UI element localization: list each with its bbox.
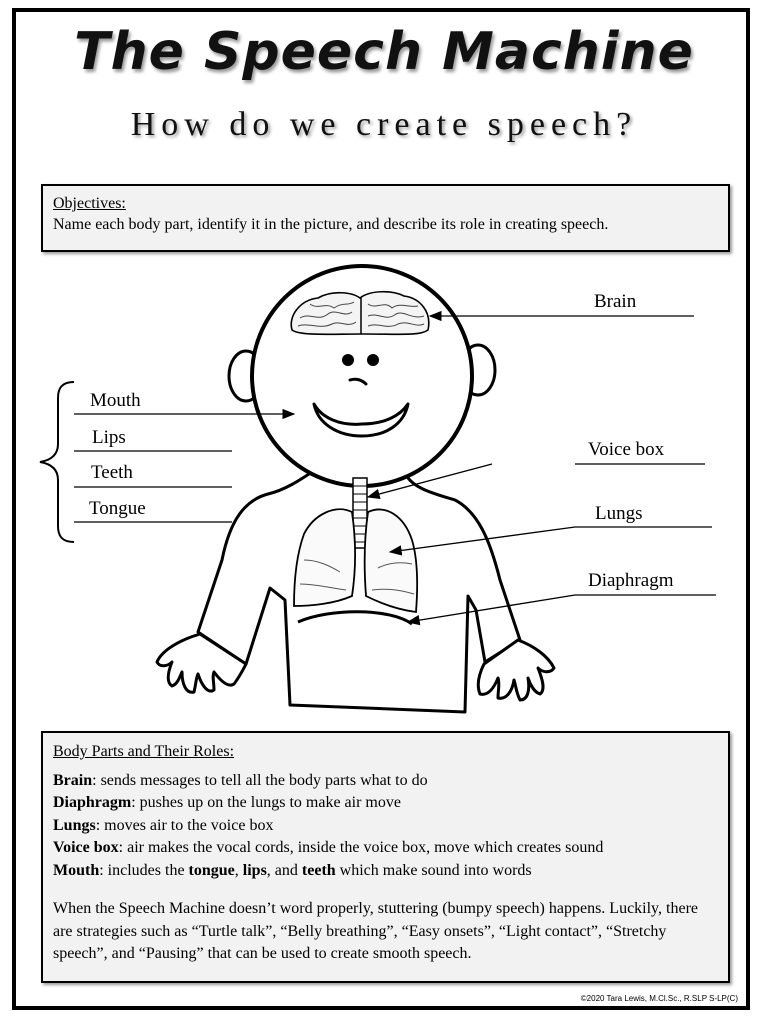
page-title: The Speech Machine — [74, 22, 694, 82]
right-eye — [367, 354, 379, 366]
role-brain: Brain: sends messages to tell all the body parts what to do — [53, 771, 428, 789]
roles-heading: Body Parts and Their Roles: — [53, 743, 235, 760]
label-lips: Lips — [92, 427, 126, 448]
bracket — [40, 382, 74, 542]
objectives-text: Name each body part, identify it in the picture, and describe its role in creating speech. — [53, 216, 609, 233]
label-brain: Brain — [594, 291, 637, 312]
roles-box — [41, 731, 730, 983]
label-voice-box: Voice box — [588, 439, 665, 460]
role-lungs: Lungs: moves air to the voice box — [53, 816, 274, 834]
left-eye — [342, 354, 354, 366]
label-mouth: Mouth — [90, 390, 141, 411]
objectives-heading: Objectives: — [53, 195, 126, 212]
label-lungs: Lungs — [595, 503, 643, 524]
role-voice-box: Voice box: air makes the vocal cords, inside the voice box, move which creates sound — [53, 839, 604, 856]
copyright: ©2020 Tara Lewis, M.Cl.Sc., R.SLP S-LP(C) — [580, 994, 738, 1003]
label-diaphragm: Diaphragm — [588, 570, 674, 591]
label-teeth: Teeth — [91, 462, 133, 483]
role-diaphragm: Diaphragm: pushes up on the lungs to make air move — [53, 794, 401, 811]
roles-closing-paragraph: When the Speech Machine doesn’t word properly, stuttering (bumpy speech) happens. Luckily, there are strategies such as “Turtle talk”, “Belly breathing”, “Easy onsets”, “Light contact”, “Stretchy speech”, and “Pausing” that can be used to create smooth speech. — [53, 900, 698, 962]
label-tongue: Tongue — [89, 498, 146, 519]
role-mouth: Mouth: includes the tongue, lips, and teeth which make sound into words — [53, 861, 532, 879]
page-subtitle: How do we create speech? — [130, 106, 638, 143]
